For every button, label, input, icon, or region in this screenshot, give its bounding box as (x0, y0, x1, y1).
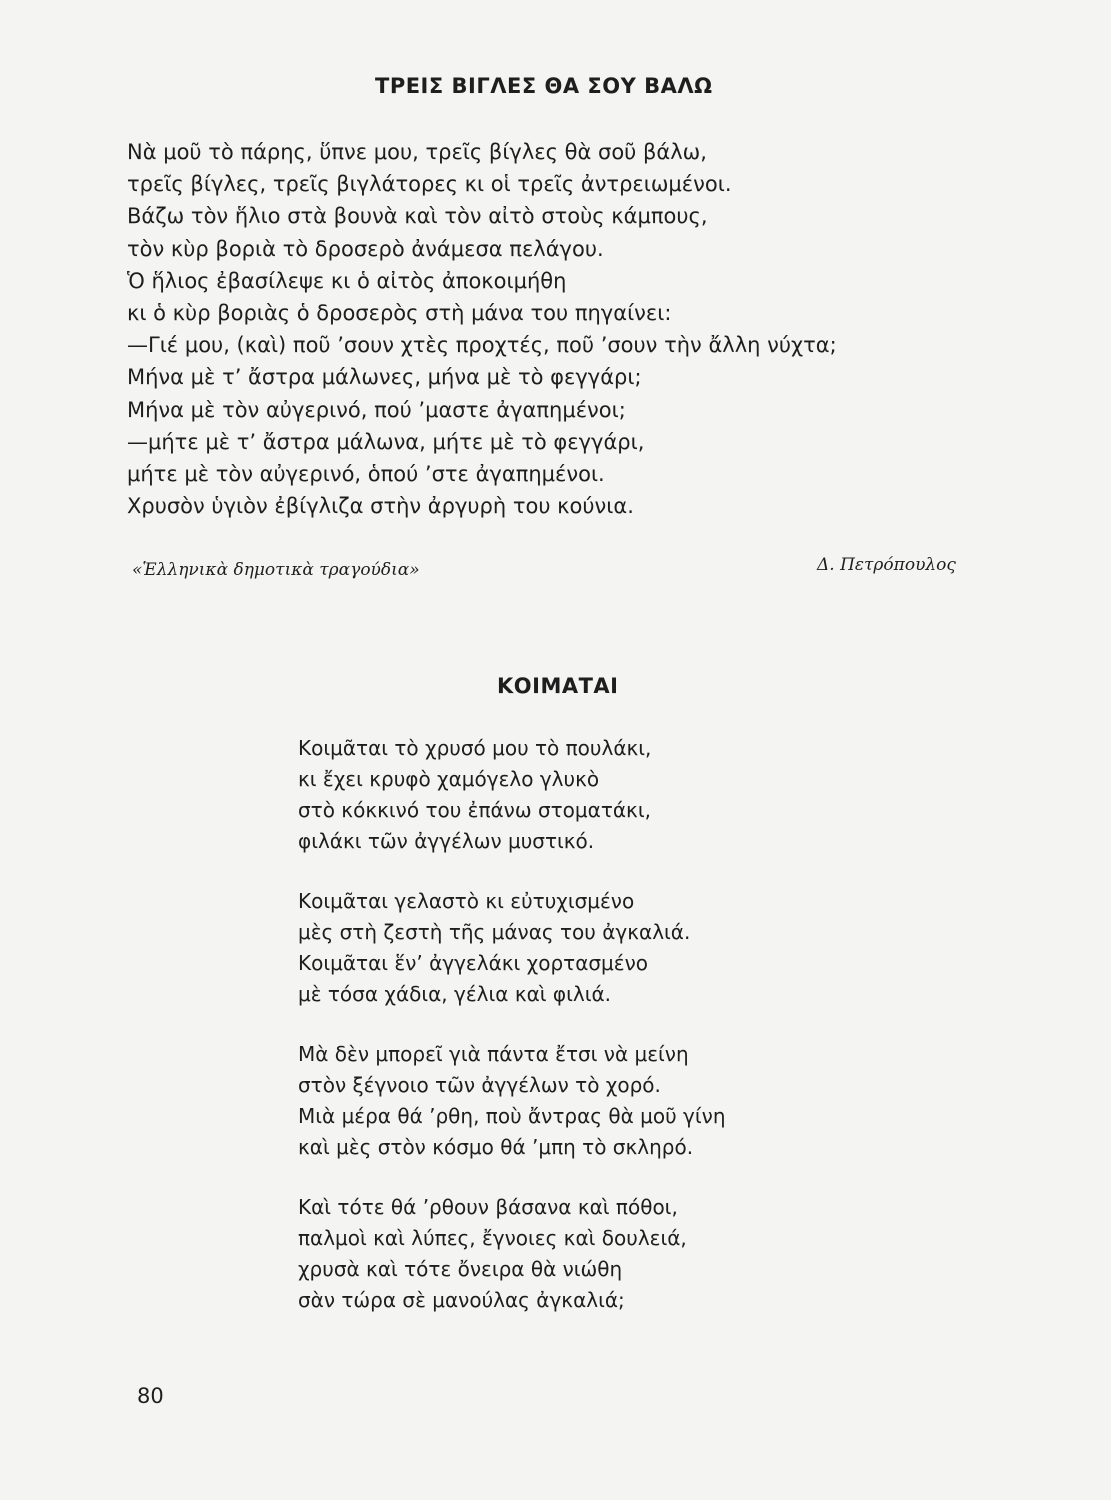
poem-line: τρεῖς βίγλες, τρεῖς βιγλάτορες κι οἱ τρεῖς ἀντρειωμένοι. (127, 172, 732, 197)
poem-line: Ὁ ἥλιος ἐβασίλεψε κι ὁ αἰτὸς ἀποκοιμήθη (127, 268, 567, 293)
poem-line: στὸν ξέγνοιο τῶν ἀγγέλων τὸ χορό. (298, 1073, 661, 1097)
poem-line: Κοιμᾶται γελαστὸ κι εὐτυχισμένο (298, 889, 635, 913)
poem-line: Μήνα μὲ τὸν αὐγερινό, πού ’μαστε ἀγαπημένοι; (127, 397, 626, 422)
poem-koimatai (298, 733, 858, 1316)
poem-line: Χρυσὸν ὑγιὸν ἐβίγλιζα στὴν ἀργυρὴ του κούνια. (127, 494, 634, 519)
source-attribution: «Ἑλληνικὰ δημοτικὰ τραγούδια» (132, 560, 420, 580)
author-name: Δ. Πετρόπουλος (817, 555, 956, 575)
poem-line: Κοιμᾶται τὸ χρυσό μου τὸ πουλάκι, (298, 736, 652, 760)
poem-line: καὶ μὲς στὸν κόσμο θά ’μπη τὸ σκληρό. (298, 1135, 694, 1159)
poem-line: Μὰ δὲν μπορεῖ γιὰ πάντα ἔτσι νὰ μείνη (298, 1042, 689, 1066)
page-number: 80 (137, 1384, 164, 1408)
poem-line: Μήνα μὲ τ’ ἄστρα μάλωνες, μήνα μὲ τὸ φεγγάρι; (127, 365, 642, 390)
poem-line: μὲς στὴ ζεστὴ τῆς μάνας του ἀγκαλιά. (298, 920, 691, 944)
poem-line: μήτε μὲ τὸν αὐγερινό, ὁπού ’στε ἀγαπημένοι. (127, 461, 605, 486)
poem-line: τὸν κὺρ βοριὰ τὸ δροσερὸ ἀνάμεσα πελάγου. (127, 236, 604, 261)
poem-line: φιλάκι τῶν ἀγγέλων μυστικό. (298, 829, 595, 853)
stanza (298, 886, 858, 1010)
poem-title-treis-vigles: ΤΡΕΙΣ ΒΙΓΛΕΣ ΘΑ ΣΟΥ ΒΑΛΩ (375, 74, 713, 98)
poem-title-koimatai: ΚΟΙΜΑΤΑΙ (497, 674, 619, 698)
poem-line: παλμοὶ καὶ λύπες, ἔγνοιες καὶ δουλειά, (298, 1226, 687, 1250)
poem-line: κι ὁ κὺρ βοριὰς ὁ δροσερὸς στὴ μάνα του πηγαίνει: (127, 300, 672, 325)
stanza (298, 1039, 858, 1163)
poem-line: Βάζω τὸν ἥλιο στὰ βουνὰ καὶ τὸν αἰτὸ στοὺς κάμπους, (127, 204, 708, 229)
stanza (298, 1192, 858, 1316)
poem-line: Νὰ μοῦ τὸ πάρης, ὕπνε μου, τρεῖς βίγλες θὰ σοῦ βάλω, (127, 140, 707, 164)
poem-treis-vigles (127, 136, 1007, 522)
poem-line: Καὶ τότε θά ’ρθουν βάσανα καὶ πόθοι, (298, 1195, 678, 1219)
poem-line: —μήτε μὲ τ’ ἄστρα μάλωνα, μήτε μὲ τὸ φεγγάρι, (127, 429, 645, 454)
poem-line: μὲ τόσα χάδια, γέλια καὶ φιλιά. (298, 982, 612, 1006)
poem-line: Μιὰ μέρα θά ’ρθη, ποὺ ἄντρας θὰ μοῦ γίνη (298, 1104, 726, 1128)
poem-line: χρυσὰ καὶ τότε ὄνειρα θὰ νιώθη (298, 1257, 623, 1281)
poem-line: —Γιέ μου, (καὶ) ποῦ ’σουν χτὲς προχτές, ποῦ ’σουν τὴν ἄλλη νύχτα; (127, 333, 837, 358)
poem-line: στὸ κόκκινό του ἐπάνω στοματάκι, (298, 798, 651, 822)
stanza (298, 733, 858, 857)
poem-line: Κοιμᾶται ἕν’ ἀγγελάκι χορτασμένο (298, 951, 648, 975)
poem-line: κι ἔχει κρυφὸ χαμόγελο γλυκὸ (298, 767, 600, 791)
poem-line: σὰν τώρα σὲ μανούλας ἀγκαλιά; (298, 1288, 625, 1312)
